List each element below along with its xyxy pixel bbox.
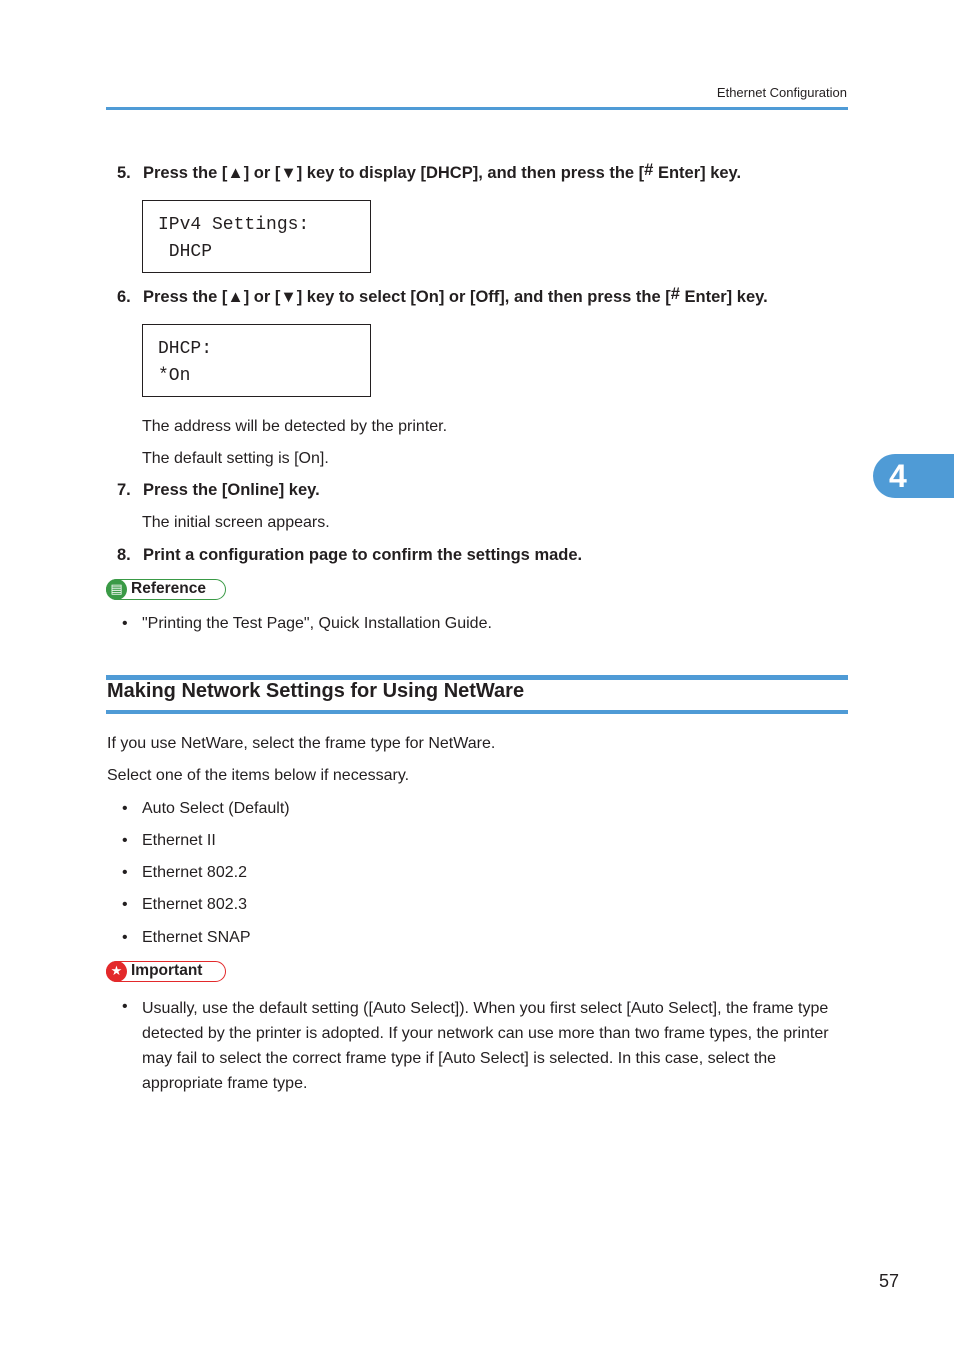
section-intro-2: Select one of the items below if necessary. [107,767,410,784]
lcd-line-1: IPv4 Settings: [158,215,310,235]
step-text: Press the [Online] key. [143,481,320,499]
lcd-line-2: DHCP [158,242,213,262]
bullet-icon: • [122,896,128,913]
note-default: The default setting is [On]. [142,450,329,467]
step-7 [117,481,320,500]
important-tag [106,961,226,982]
step-number: 7. [117,481,131,499]
reference-tag [106,579,226,600]
bullet-icon: • [122,998,128,1015]
section-rule-bottom [106,710,848,714]
note-address: The address will be detected by the printer. [142,418,448,435]
document-icon: ▤ [106,579,127,600]
step-number: 8. [117,546,131,564]
step-text: Print a configuration page to confirm the settings made. [143,546,583,564]
step-5 [117,161,742,183]
note-initial: The initial screen appears. [142,514,330,531]
section-title: Making Network Settings for Using NetWare [107,680,525,702]
hash-enter-icon: # [644,161,654,179]
step-number: 5. [117,164,131,182]
reference-item: "Printing the Test Page", Quick Installation Guide. [142,615,492,632]
list-item: Ethernet 802.3 [142,896,247,913]
important-label: Important [131,962,203,979]
bullet-icon: • [122,615,128,632]
important-text: Usually, use the default setting ([Auto Select]). When you first select [Auto Select], the frame type detected by the printer is adopted. If your network can use more than two frame types, the printer may fail to select the correct frame type if [Auto Select] is selected. In this case, select the appropriate frame type. [142,1000,829,1092]
step-text: Press the [▲] or [▼] key to select [On] or [Off], and then press the [ [143,288,671,306]
bullet-icon: • [122,800,128,817]
step-text-end: Enter] key. [679,288,768,306]
header-rule [106,107,848,110]
list-item: Ethernet II [142,832,216,849]
lcd-display-ipv4 [142,200,371,273]
step-6 [117,285,768,307]
bullet-icon: • [122,832,128,849]
step-number: 6. [117,288,131,306]
list-item: Ethernet 802.2 [142,864,247,881]
chapter-tab: 4 [873,454,954,498]
step-text-end: Enter] key. [653,164,742,182]
reference-label: Reference [131,580,206,597]
bullet-icon: • [122,864,128,881]
section-intro-1: If you use NetWare, select the frame type for NetWare. [107,735,496,752]
lcd-display-dhcp [142,324,371,397]
running-header: Ethernet Configuration [716,85,847,100]
star-icon: ★ [106,961,127,982]
hash-enter-icon: # [670,285,680,303]
bullet-icon: • [122,929,128,946]
page-number: 57 [878,1271,899,1291]
lcd-line-1: DHCP: [158,339,213,359]
lcd-line-2: *On [158,366,191,386]
step-text: Press the [▲] or [▼] key to display [DHCP], and then press the [ [143,164,645,182]
list-item: Ethernet SNAP [142,929,251,946]
list-item: Auto Select (Default) [142,800,290,817]
step-8 [117,546,582,565]
